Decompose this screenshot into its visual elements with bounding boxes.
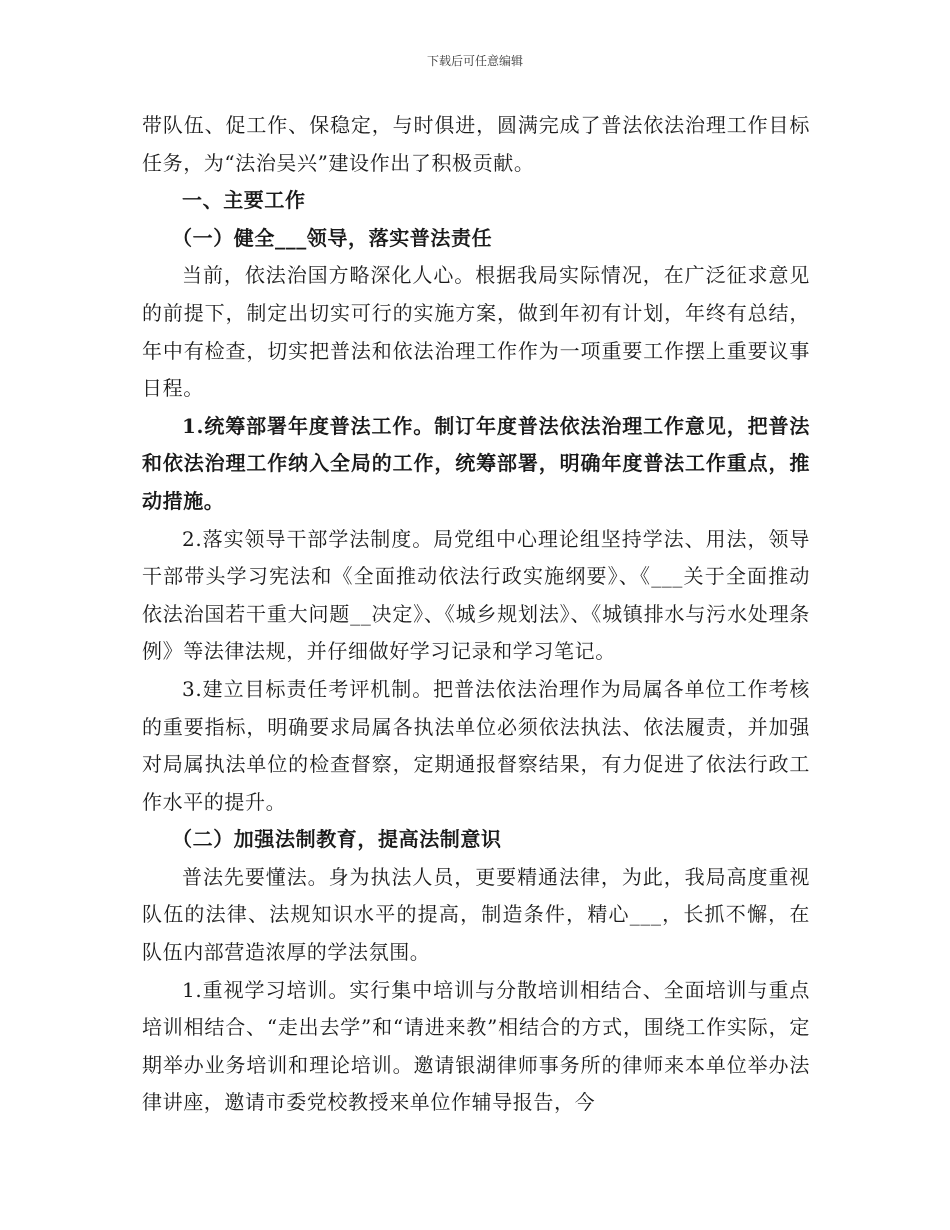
paragraph-section-1-intro: 当前，依法治国方略深化人心。根据我局实际情况，在广泛征求意见的前提下，制定出切实可行的实施方案，做到年初有计划，年终有总结，年中有检查，切实把普法和依法治理工作作为一项重要工作摆上重要议事日程。 (142, 263, 810, 401)
paragraph-section-1-item-1: 1.统筹部署年度普法工作。制订年度普法依法治理工作意见，把普法和依法治理工作纳入全局的工作，统筹部署，明确年度普法工作重点，推动措施。 (142, 413, 810, 513)
heading-section-2: （二）加强法制教育，提高法制意识 (172, 827, 502, 852)
heading-main-work: 一、主要工作 (182, 188, 306, 213)
paragraph-section-2-item-1: 1.重视学习培训。实行集中培训与分散培训相结合、全面培训与重点培训相结合、“走出去学”和“请进来教”相结合的方式，围绕工作实际，定期举办业务培训和理论培训。邀请银湖律师事务所的律师来本单位举办法律讲座，邀请市委党校教授来单位作辅导报告，今 (142, 977, 810, 1115)
document-body (142, 107, 810, 1122)
paragraph-section-1-item-2: 2.落实领导干部学法制度。局党组中心理论组坚持学法、用法，领导干部带头学习宪法和《全面推动依法行政实施纲要》、《___关于全面推动依法治国若干重大问题__决定》、《城乡规划法》、《城镇排水与污水处理条例》等法律法规，并仔细做好学习记录和学习笔记。 (142, 526, 810, 664)
paragraph-section-2-intro: 普法先要懂法。身为执法人员，更要精通法律，为此，我局高度重视队伍的法律、法规知识水平的提高，制造条件，精心___，长抓不懈，在队伍内部营造浓厚的学法氛围。 (142, 864, 810, 965)
paragraph-section-1-item-3: 3.建立目标责任考评机制。把普法依法治理作为局属各单位工作考核的重要指标，明确要求局属各执法单位必须依法执法、依法履责，并加强对局属执法单位的检查督察，定期通报督察结果，有力促进了依法行政工作水平的提升。 (142, 676, 810, 814)
heading-section-1: （一）健全___领导，落实普法责任 (172, 225, 493, 250)
page-header-note: 下载后可任意编辑 (426, 54, 523, 68)
paragraph-intro: 带队伍、促工作、保稳定，与时俱进，圆满完成了普法依法治理工作目标任务，为“法治吴兴”建设作出了积极贡献。 (142, 113, 810, 175)
